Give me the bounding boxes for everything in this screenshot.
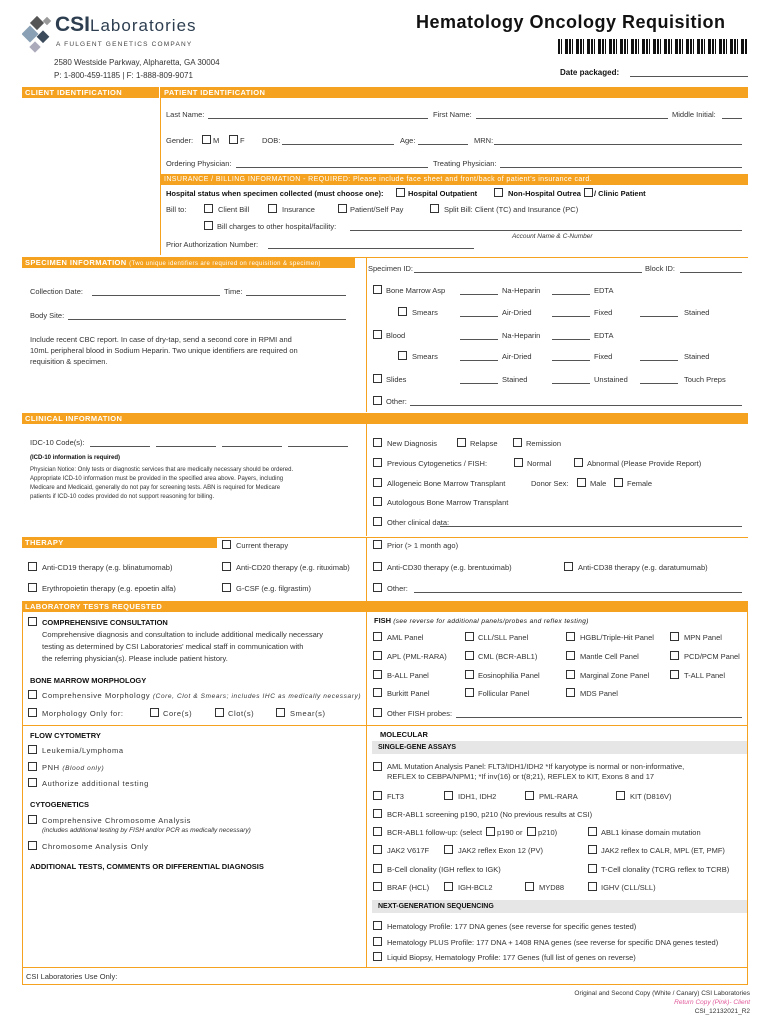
age-field[interactable] (418, 144, 468, 145)
p190-checkbox[interactable] (486, 827, 495, 836)
fish-tall-label: T-ALL Panel (684, 671, 725, 680)
specimen-other-field[interactable] (410, 405, 742, 406)
bill-to-label: Bill to: (166, 205, 187, 214)
leukemia-label: Leukemia/Lymphoma (42, 746, 124, 755)
ighv-label: IGHV (CLL/SLL) (601, 883, 656, 892)
fish-burkitt-label: Burkitt Panel (387, 689, 430, 698)
insurance-header: INSURANCE / BILLING INFORMATION - REQUIRED: Please include face sheet and front/back of patient's insurance card. (161, 174, 748, 185)
age-label: Age: (400, 136, 416, 145)
aml-mutation-checkbox[interactable] (373, 762, 382, 771)
fish-hgbl-label: HGBL/Triple-Hit Panel (580, 633, 654, 642)
abl1-checkbox[interactable] (588, 827, 597, 836)
heme-profile-label: Hematology Profile: 177 DNA genes (see reverse for specific genes tested) (387, 922, 637, 931)
fish-eosin-label: Eosinophilia Panel (478, 671, 540, 680)
fish-ball-label: B-ALL Panel (387, 671, 429, 680)
slides-stained-label: Stained (502, 375, 528, 384)
blood-air-dried-label: Air-Dried (502, 352, 532, 361)
p210-checkbox[interactable] (527, 827, 536, 836)
logo (22, 10, 58, 56)
idh-checkbox[interactable] (444, 791, 453, 800)
donor-sex-label: Donor Sex: (531, 479, 569, 488)
comp-consult-label: COMPREHENSIVE CONSULTATION (42, 618, 168, 627)
autologous-label: Autologous Bone Marrow Transplant (387, 498, 509, 507)
specimen-note-3: requisition & specimen. (30, 357, 108, 366)
comp-chrom-label: Comprehensive Chromosome Analysis (42, 816, 192, 825)
ordering-physician-label: Ordering Physician: (166, 159, 232, 168)
account-name-note: Account Name & C-Number (512, 233, 593, 240)
specimen-other-checkbox[interactable] (373, 396, 382, 405)
non-hospital-checkbox[interactable] (494, 188, 503, 197)
fish-hgbl-checkbox[interactable] (566, 632, 575, 641)
current-therapy-label: Current therapy (236, 541, 289, 550)
patient-self-pay-label: Patient/Self Pay (350, 205, 404, 214)
icd-required-note: (ICD-10 information is required) (30, 455, 121, 461)
core-label: Core(s) (163, 709, 193, 718)
comp-consult-desc-3: the referring physician(s). Please include patient history. (42, 654, 228, 663)
therapy-other-label: Other: (387, 584, 408, 593)
comp-chrom-checkbox[interactable] (28, 815, 37, 824)
anti-cd20-label: Anti-CD20 therapy (e.g. rituximab) (236, 563, 350, 572)
core-checkbox[interactable] (150, 708, 159, 717)
bma-air-dried-label: Air-Dried (502, 308, 532, 317)
bma-na-heparin-label: Na-Heparin (502, 286, 541, 295)
collection-date-field[interactable] (92, 295, 220, 296)
blood-checkbox[interactable] (373, 330, 382, 339)
donor-female-checkbox[interactable] (614, 478, 623, 487)
gender-m-checkbox[interactable] (202, 135, 211, 144)
fish-mantle-checkbox[interactable] (566, 651, 575, 660)
physician-notice-3: Medicare and Medicaid, generally do not pay for screening tests. ABN is required for Medicare (30, 485, 281, 491)
kit-checkbox[interactable] (616, 791, 625, 800)
fish-cml-label: CML (BCR-ABL1) (478, 652, 538, 661)
flow-cytometry-heading: FLOW CYTOMETRY (30, 731, 101, 740)
insurance-label: Insurance (282, 205, 315, 214)
abnormal-label: Abnormal (Please Provide Report) (587, 459, 702, 468)
comp-morph-checkbox[interactable] (28, 690, 37, 699)
patient-self-pay-checkbox[interactable] (338, 204, 347, 213)
fish-mantle-label: Mantle Cell Panel (580, 652, 639, 661)
gcsf-label: G-CSF (e.g. filgrastim) (236, 584, 312, 593)
flt3-checkbox[interactable] (373, 791, 382, 800)
block-id-field[interactable] (680, 272, 742, 273)
icd-field-2[interactable] (156, 446, 216, 447)
prev-cyto-label: Previous Cytogenetics / FISH: (387, 459, 488, 468)
body-site-field[interactable] (68, 319, 346, 320)
gender-f-checkbox[interactable] (229, 135, 238, 144)
comp-consult-desc-2: testing as determined by CSI Laboratories' medical staff in communication with (42, 642, 304, 651)
slides-unstained-label: Unstained (594, 375, 628, 384)
physician-notice-4: patients if ICD-10 codes provided do not support reasoning for billing. (30, 494, 215, 500)
authorize-label: Authorize additional testing (42, 779, 149, 788)
prev-cyto-checkbox[interactable] (373, 458, 382, 467)
normal-label: Normal (527, 459, 552, 468)
clinical-header: CLINICAL INFORMATION (22, 413, 748, 424)
comp-morph-label: Comprehensive Morphology (Core, Clot & Smears; includes IHC as medically necessary) (42, 691, 362, 700)
fish-mds-checkbox[interactable] (566, 688, 575, 697)
pml-rara-checkbox[interactable] (525, 791, 534, 800)
blood-edta-label: EDTA (594, 331, 614, 340)
other-facility-checkbox[interactable] (204, 221, 213, 230)
kit-label: KIT (D816V) (630, 792, 672, 801)
fish-follicular-label: Follicular Panel (478, 689, 530, 698)
fish-eosin-checkbox[interactable] (465, 670, 474, 679)
last-name-field[interactable] (208, 118, 428, 119)
heme-profile-checkbox[interactable] (373, 921, 382, 930)
chrom-only-checkbox[interactable] (28, 841, 37, 850)
fish-burkitt-checkbox[interactable] (373, 688, 382, 697)
clot-label: Clot(s) (228, 709, 255, 718)
icd-field-3[interactable] (222, 446, 282, 447)
bm-morphology-heading: BONE MARROW MORPHOLOGY (30, 676, 147, 685)
bcr-screening-checkbox[interactable] (373, 809, 382, 818)
anti-cd38-checkbox[interactable] (564, 562, 573, 571)
lab-use-only-label: CSI Laboratories Use Only: (26, 972, 118, 981)
body-site-label: Body Site: (30, 311, 65, 320)
fish-cml-checkbox[interactable] (465, 651, 474, 660)
specimen-note-1: Include recent CBC report. In case of dry-tap, send a second core in RPMI and (30, 335, 292, 344)
fish-other-label: Other FISH probes: (387, 709, 453, 718)
dob-field[interactable] (282, 144, 394, 145)
remission-label: Remission (526, 439, 562, 448)
braf-checkbox[interactable] (373, 882, 382, 891)
split-bill-checkbox[interactable] (430, 204, 439, 213)
anti-cd20-checkbox[interactable] (222, 562, 231, 571)
blood-smears-label: Smears (412, 352, 438, 361)
p210-label: p210) (538, 828, 558, 837)
ighv-checkbox[interactable] (588, 882, 597, 891)
liquid-biopsy-label: Liquid Biopsy, Hematology Profile: 177 Genes (full list of genes on reverse) (387, 953, 636, 962)
client-identification-header: CLIENT IDENTIFICATION (22, 87, 159, 98)
authorize-checkbox[interactable] (28, 778, 37, 787)
specimen-header: SPECIMEN INFORMATION (Two unique identifiers are required on requisition & specimen) (22, 257, 355, 268)
bma-edta-label: EDTA (594, 286, 614, 295)
bma-smears-label: Smears (412, 308, 438, 317)
bcr-followup-label: BCR-ABL1 follow-up: (select (387, 828, 483, 837)
dob-label: DOB: (262, 136, 281, 145)
blood-label: Blood (386, 331, 406, 340)
bma-stained-label: Stained (684, 308, 710, 317)
block-id-label: Block ID: (645, 264, 676, 273)
physician-notice-1: Physician Notice: Only tests or diagnostic services that are medically necessary should be ordered. (30, 467, 294, 473)
cytogenetics-heading: CYTOGENETICS (30, 800, 90, 809)
bone-marrow-asp-label: Bone Marrow Asp (386, 286, 446, 295)
patient-identification-header: PATIENT IDENTIFICATION (161, 87, 748, 98)
epo-label: Erythropoietin therapy (e.g. epoetin alfa) (42, 584, 176, 593)
icd-label: IDC-10 Code(s): (30, 438, 85, 447)
autologous-checkbox[interactable] (373, 497, 382, 506)
anti-cd38-label: Anti-CD38 therapy (e.g. daratumumab) (578, 563, 708, 572)
time-label: Time: (224, 287, 243, 296)
bone-marrow-asp-checkbox[interactable] (373, 285, 382, 294)
slides-checkbox[interactable] (373, 374, 382, 383)
middle-initial-field[interactable] (722, 118, 742, 119)
other-facility-field[interactable] (350, 230, 742, 231)
logo-mark-icon (22, 10, 58, 56)
prior-therapy-checkbox[interactable] (373, 540, 382, 549)
fish-apl-label: APL (PML-RARA) (387, 652, 447, 661)
smear-label: Smear(s) (290, 709, 326, 718)
pml-rara-label: PML-RARA (539, 792, 578, 801)
specimen-note-2: 10mL peripheral blood in Sodium Heparin. Two unique identifiers are required on (30, 346, 298, 355)
mrn-field[interactable] (494, 144, 742, 145)
date-packaged-label: Date packaged: (560, 68, 620, 77)
anti-cd30-label: Anti-CD30 therapy (e.g. brentuximab) (387, 563, 512, 572)
phone: P: 1-800-459-1185 | F: 1-888-809-9071 (54, 71, 193, 80)
fish-follicular-checkbox[interactable] (465, 688, 474, 697)
fish-other-checkbox[interactable] (373, 708, 382, 717)
specimen-other-label: Other: (386, 397, 407, 406)
other-clinical-field[interactable] (440, 526, 742, 527)
aml-mutation-label-2: REFLEX to CEBPA/NPM1; *If inv(16) or t(8;21), REFLEX to KIT, Exons 8 and 17 (387, 772, 655, 781)
bcr-followup-checkbox[interactable] (373, 827, 382, 836)
blood-na-heparin-label: Na-Heparin (502, 331, 541, 340)
tcell-checkbox[interactable] (588, 864, 597, 873)
fish-apl-checkbox[interactable] (373, 651, 382, 660)
hospital-outpatient-checkbox[interactable] (396, 188, 405, 197)
gender-f-label: F (240, 136, 245, 145)
additional-tests-heading: ADDITIONAL TESTS, COMMENTS OR DIFFERENTIAL DIAGNOSIS (30, 862, 264, 871)
fish-ball-checkbox[interactable] (373, 670, 382, 679)
fish-pcd-checkbox[interactable] (670, 651, 679, 660)
p190-label: p190 or (497, 828, 523, 837)
ngs-heading: NEXT-GENERATION SEQUENCING (378, 903, 494, 910)
fish-heading: FISH (see reverse for additional panels/probes and reflex testing) (374, 616, 589, 625)
new-diagnosis-label: New Diagnosis (387, 439, 438, 448)
logo-text: CSILaboratories (55, 13, 197, 36)
fish-aml-checkbox[interactable] (373, 632, 382, 641)
specimen-id-label: Specimen ID: (368, 264, 414, 273)
fish-pcd-label: PCD/PCM Panel (684, 652, 740, 661)
therapy-other-checkbox[interactable] (373, 583, 382, 592)
allogeneic-label: Allogeneic Bone Marrow Transplant (387, 479, 506, 488)
bcell-checkbox[interactable] (373, 864, 382, 873)
footer-code: CSI_12132021_R2 (694, 1008, 750, 1015)
bcell-label: B-Cell clonality (IGH reflex to IGK) (387, 865, 501, 874)
chrom-only-label: Chromosome Analysis Only (42, 842, 149, 851)
client-bill-checkbox[interactable] (204, 204, 213, 213)
liquid-biopsy-checkbox[interactable] (373, 952, 382, 961)
current-therapy-checkbox[interactable] (222, 540, 231, 549)
mrn-label: MRN: (474, 136, 494, 145)
clinic-patient-checkbox[interactable] (584, 188, 593, 197)
prior-auth-field[interactable] (268, 248, 474, 249)
idh-label: IDH1, IDH2 (458, 792, 497, 801)
donor-male-checkbox[interactable] (577, 478, 586, 487)
tcell-label: T-Cell clonality (TCRG reflex to TCRB) (601, 865, 730, 874)
comp-chrom-note: (includes additional testing by FISH and/or PCR as medically necessary) (42, 827, 251, 834)
insurance-checkbox[interactable] (268, 204, 277, 213)
bma-smears-checkbox[interactable] (398, 307, 407, 316)
split-bill-label: Split Bill: Client (TC) and Insurance (PC) (444, 205, 579, 214)
therapy-other-field[interactable] (414, 592, 742, 593)
gcsf-checkbox[interactable] (222, 583, 231, 592)
clot-checkbox[interactable] (215, 708, 224, 717)
blood-fixed-label: Fixed (594, 352, 613, 361)
fish-tall-checkbox[interactable] (670, 670, 679, 679)
new-diagnosis-checkbox[interactable] (373, 438, 382, 447)
abl1-label: ABL1 kinase domain mutation (601, 828, 701, 837)
logo-subtitle: A FULGENT GENETICS COMPANY (56, 41, 193, 48)
ordering-physician-field[interactable] (236, 167, 428, 168)
physician-notice-2: Appropriate ICD-10 information must be provided in the specified area above. Payers, including (30, 476, 284, 482)
icd-field-4[interactable] (288, 446, 348, 447)
slides-touch-preps-label: Touch Preps (684, 375, 726, 384)
anti-cd19-checkbox[interactable] (28, 562, 37, 571)
first-name-label: First Name: (433, 110, 472, 119)
fish-marginal-checkbox[interactable] (566, 670, 575, 679)
heme-plus-label: Hematology PLUS Profile: 177 DNA + 1408 RNA genes (see reverse for specific DNA genes tested) (387, 938, 719, 947)
braf-label: BRAF (HCL) (387, 883, 430, 892)
flt3-label: FLT3 (387, 792, 404, 801)
prior-therapy-label: Prior (> 1 month ago) (387, 541, 459, 550)
morph-only-label: Morphology Only for: (42, 709, 124, 718)
comp-consult-desc-1: Comprehensive diagnosis and consultation to include additional medically necessary (42, 630, 323, 639)
icd-field-1[interactable] (90, 446, 150, 447)
donor-male-label: Male (590, 479, 607, 488)
single-gene-heading: SINGLE-GENE ASSAYS (378, 744, 457, 751)
molecular-heading: MOLECULAR (380, 730, 428, 739)
myd88-checkbox[interactable] (525, 882, 534, 891)
fish-cll-label: CLL/SLL Panel (478, 633, 529, 642)
last-name-label: Last Name: (166, 110, 205, 119)
hospital-outpatient-label: Hospital Outpatient (408, 189, 478, 198)
address: 2580 Westside Parkway, Alpharetta, GA 30004 (54, 58, 220, 67)
jak2-checkbox[interactable] (373, 845, 382, 854)
gender-m-label: M (213, 136, 220, 145)
allogeneic-checkbox[interactable] (373, 478, 382, 487)
blood-stained-label: Stained (684, 352, 710, 361)
comp-consult-checkbox[interactable] (28, 617, 37, 626)
aml-mutation-label-1: AML Mutation Analysis Panel: FLT3/IDH1/IDH2 *If karyotype is normal or non-informative, (387, 762, 685, 771)
bcr-screening-label: BCR-ABL1 screening p190, p210 (No previous results at CSI) (387, 810, 593, 819)
fish-mpn-label: MPN Panel (684, 633, 722, 642)
therapy-header: THERAPY (22, 537, 217, 548)
anti-cd19-label: Anti-CD19 therapy (e.g. blinatumomab) (42, 563, 173, 572)
first-name-field[interactable] (476, 118, 668, 119)
gender-label: Gender: (166, 136, 194, 145)
hospital-status-label: Hospital status when specimen collected (must choose one): (166, 189, 384, 198)
relapse-checkbox[interactable] (457, 438, 466, 447)
specimen-id-field[interactable] (414, 272, 642, 273)
fish-marginal-label: Marginal Zone Panel (580, 671, 650, 680)
bma-fixed-label: Fixed (594, 308, 613, 317)
normal-checkbox[interactable] (514, 458, 523, 467)
jak2-exon12-label: JAK2 reflex Exon 12 (PV) (458, 846, 544, 855)
time-field[interactable] (246, 295, 346, 296)
morph-only-checkbox[interactable] (28, 708, 37, 717)
jak2-exon12-checkbox[interactable] (444, 845, 453, 854)
relapse-label: Relapse (470, 439, 498, 448)
treating-physician-label: Treating Physician: (433, 159, 497, 168)
jak2-calr-label: JAK2 reflex to CALR, MPL (ET, PMF) (601, 846, 725, 855)
lab-tests-header: LABORATORY TESTS REQUESTED (22, 601, 748, 612)
prior-auth-label: Prior Authorization Number: (166, 240, 259, 249)
pnh-checkbox[interactable] (28, 762, 37, 771)
footer-copy-2: Return Copy (Pink)- Client (674, 999, 750, 1006)
igh-bcl2-checkbox[interactable] (444, 882, 453, 891)
jak2-calr-checkbox[interactable] (588, 845, 597, 854)
smear-checkbox[interactable] (276, 708, 285, 717)
fish-aml-label: AML Panel (387, 633, 424, 642)
blood-smears-checkbox[interactable] (398, 351, 407, 360)
fish-mpn-checkbox[interactable] (670, 632, 679, 641)
other-facility-label: Bill charges to other hospital/facility: (217, 222, 337, 231)
leukemia-checkbox[interactable] (28, 745, 37, 754)
treating-physician-field[interactable] (500, 167, 742, 168)
clinic-patient-label: / Clinic Patient (594, 189, 646, 198)
donor-female-label: Female (627, 479, 653, 488)
collection-date-label: Collection Date: (30, 287, 83, 296)
fish-other-field[interactable] (456, 717, 742, 718)
page-title: Hematology Oncology Requisition (416, 12, 726, 32)
additional-tests-area[interactable] (30, 874, 360, 964)
non-hospital-label: Non-Hospital Outrea (508, 189, 581, 198)
other-clinical-label: Other clinical data: (387, 518, 450, 527)
pnh-label: PNH (Blood only) (42, 763, 105, 772)
epo-checkbox[interactable] (28, 583, 37, 592)
middle-initial-label: Middle Initial: (672, 110, 716, 119)
heme-plus-checkbox[interactable] (373, 937, 382, 946)
slides-label: Slides (386, 375, 407, 384)
client-bill-label: Client Bill (218, 205, 250, 214)
abnormal-checkbox[interactable] (574, 458, 583, 467)
remission-checkbox[interactable] (513, 438, 522, 447)
footer-copy-1: Original and Second Copy (White / Canary) CSI Laboratories (574, 990, 750, 997)
igh-bcl2-label: IGH-BCL2 (458, 883, 493, 892)
jak2-label: JAK2 V617F (387, 846, 430, 855)
myd88-label: MYD88 (539, 883, 565, 892)
anti-cd30-checkbox[interactable] (373, 562, 382, 571)
fish-cll-checkbox[interactable] (465, 632, 474, 641)
fish-mds-label: MDS Panel (580, 689, 618, 698)
other-clinical-checkbox[interactable] (373, 517, 382, 526)
barcode (558, 39, 748, 54)
